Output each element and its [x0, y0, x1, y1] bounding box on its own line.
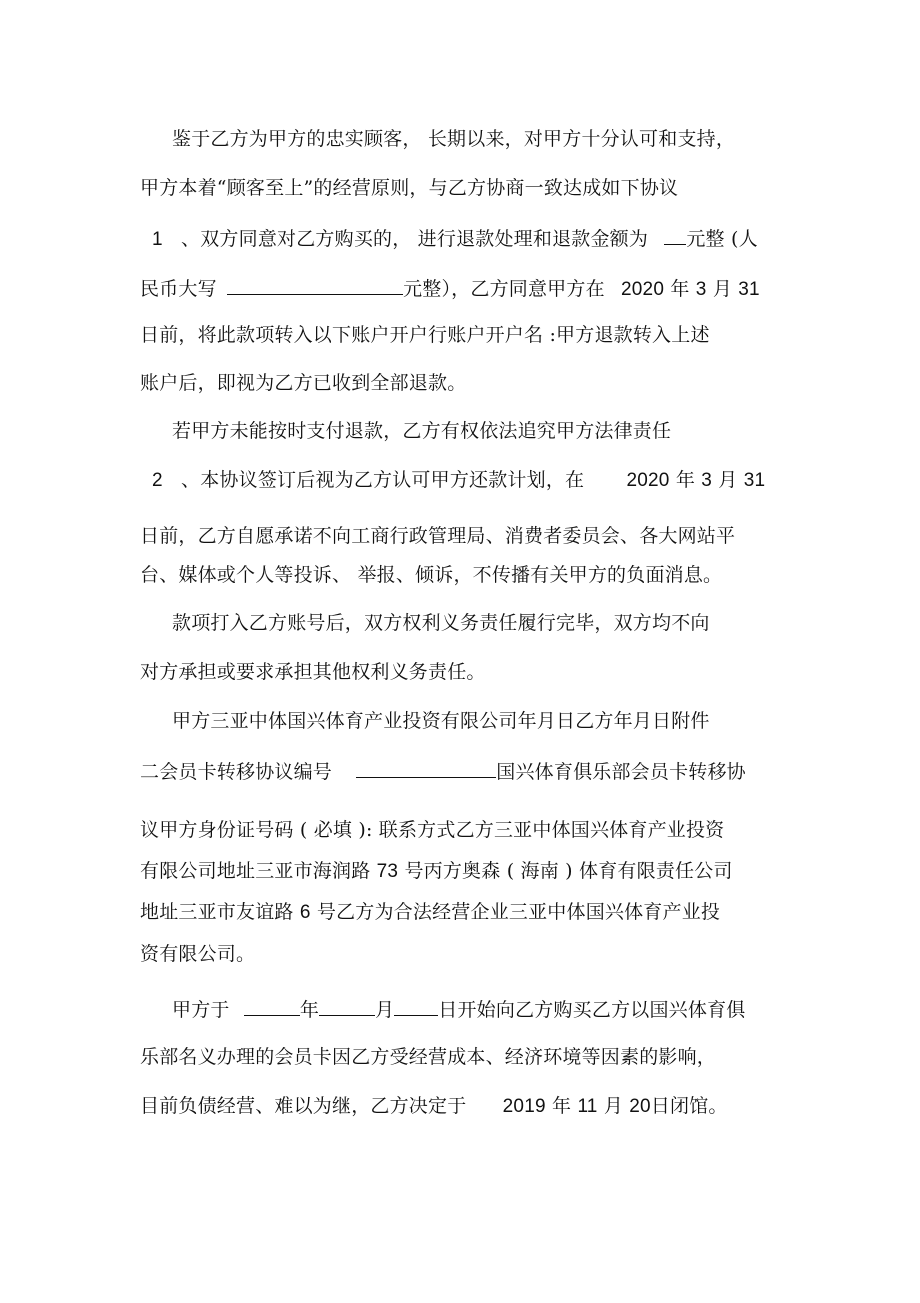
- text-segment: 若甲方未能按时支付退款，乙方有权依法追究甲方法律责任: [172, 420, 672, 442]
- text-segment: 日开始向乙方购买乙方以国兴体育俱: [438, 999, 746, 1021]
- date-year: 2020: [621, 279, 665, 300]
- text-segment: 、双方同意对乙方购买的， 进行退款处理和退款金额为: [181, 228, 649, 250]
- text-segment: 国兴体育俱乐部会员卡转移协: [496, 761, 746, 783]
- text-segment: 鉴于乙方为甲方的忠实顾客， 长期以来，对甲方十分认可和支持，: [172, 128, 736, 150]
- purchase-line-2: [140, 1044, 716, 1070]
- clause-number: 1: [152, 229, 163, 250]
- text-segment: 号乙方为合法经营企业三亚中体国兴体育产业投: [316, 901, 721, 923]
- closing-month: 11: [577, 1096, 598, 1117]
- party-line-2: [140, 858, 733, 885]
- clause-2-line-3: [140, 562, 722, 588]
- text-segment: 甲方三亚中体国兴体育产业投资有限公司年月日乙方年月日附件: [172, 710, 710, 732]
- blank-month: [319, 995, 375, 1016]
- attachment-line: [140, 757, 746, 785]
- text-segment: 乐部名义办理的会员卡因乙方受经营成本、经济环境等因素的影响，: [140, 1046, 717, 1068]
- text-segment: 月: [603, 1095, 624, 1117]
- text-segment: 元整 (人: [686, 228, 758, 250]
- address-number: 73: [376, 861, 399, 882]
- party-line-1: [140, 817, 724, 843]
- para-intro-line-1: [172, 126, 735, 152]
- text-segment: 地址三亚市友谊路: [140, 901, 294, 923]
- text-segment: 日前，乙方自愿承诺不向工商行政管理局、消费者委员会、各大网站平: [140, 525, 736, 547]
- signature-line: [172, 708, 710, 734]
- closing-year: 2019: [502, 1096, 546, 1117]
- text-segment: 月: [712, 278, 733, 300]
- text-segment: 甲方本着“顾客至上”的经营原则，与乙方协商一致达成如下协议: [140, 177, 679, 199]
- text-segment: 款项打入乙方账号后，双方权利义务责任履行完毕，双方均不向: [172, 612, 710, 634]
- clause-number: 2: [152, 470, 163, 491]
- date-month: 3: [701, 470, 713, 491]
- text-segment: 年: [299, 999, 320, 1021]
- payment-line-1: [172, 610, 710, 636]
- address-number: 6: [299, 902, 311, 923]
- liability-line: [172, 418, 671, 444]
- text-segment: 对方承担或要求承担其他权利义务责任。: [140, 661, 486, 683]
- clause-1-line-1: [152, 224, 758, 253]
- text-segment: 账户后，即视为乙方已收到全部退款。: [140, 372, 467, 394]
- blank-amount-words: [227, 274, 403, 295]
- clause-1-line-3: [140, 322, 710, 348]
- text-segment: 资有限公司。: [140, 943, 256, 965]
- blank-amount: [664, 224, 686, 245]
- blank-agreement-number: [356, 757, 496, 778]
- party-line-3: [140, 899, 720, 926]
- date-year: 2020: [626, 470, 670, 491]
- text-segment: 月: [375, 999, 395, 1021]
- clause-2-line-1: [152, 467, 765, 494]
- text-segment: 甲方于: [172, 999, 230, 1021]
- text-segment: 有限公司地址三亚市海润路: [140, 860, 371, 882]
- text-segment: 目前负债经营、难以为继，乙方决定于: [140, 1095, 467, 1117]
- closing-day: 20: [629, 1096, 651, 1117]
- para-intro-line-2: [140, 175, 678, 201]
- party-line-4: [140, 941, 255, 967]
- text-segment: 二会员卡转移协议编号: [140, 761, 333, 783]
- blank-year: [244, 995, 300, 1016]
- date-day: 31: [743, 470, 766, 491]
- text-segment: 年: [675, 469, 696, 491]
- text-segment: 台、媒体或个人等投诉、 举报、倾诉，不传播有关甲方的负面消息。: [140, 564, 723, 586]
- text-segment: 年: [551, 1095, 572, 1117]
- text-segment: 元整），乙方同意甲方在: [403, 278, 605, 300]
- text-segment: 民币大写: [140, 278, 217, 300]
- purchase-line-1: [172, 995, 745, 1023]
- text-segment: 日闭馆。: [650, 1095, 728, 1117]
- date-day: 31: [738, 279, 760, 300]
- text-segment: 议甲方身份证号码 ( 必填 ): 联系方式乙方三亚中体国兴体育产业投资: [140, 819, 725, 841]
- text-segment: 、本协议签订后视为乙方认可甲方还款计划，在: [181, 469, 585, 491]
- clause-1-line-4: [140, 370, 466, 396]
- text-segment: 日前，将此款项转入以下账户开户行账户开户名 :甲方退款转入上述: [140, 324, 710, 346]
- text-segment: 年: [670, 278, 690, 300]
- payment-line-2: [140, 659, 486, 685]
- purchase-line-3: [140, 1093, 728, 1120]
- blank-day: [394, 995, 438, 1016]
- clause-2-line-2: [140, 523, 735, 549]
- text-segment: 号丙方奥森 ( 海南 ) 体育有限责任公司: [404, 860, 733, 882]
- text-segment: 月: [718, 469, 738, 491]
- clause-1-line-2: [140, 274, 760, 303]
- date-month: 3: [695, 279, 707, 300]
